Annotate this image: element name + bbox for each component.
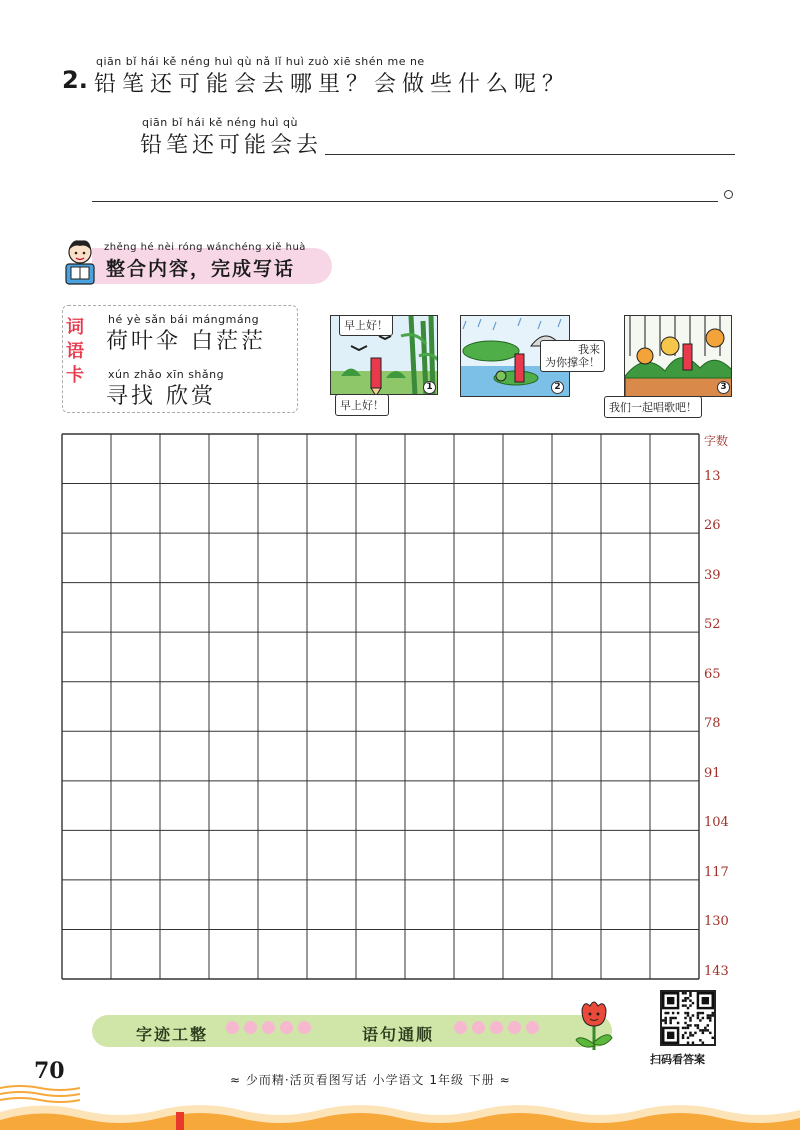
- eval-item-handwriting: 字迹工整: [136, 1025, 209, 1044]
- word-count-marker: 143: [704, 964, 729, 979]
- qr-module: [682, 999, 684, 1001]
- qr-module: [689, 1032, 691, 1034]
- qr-label: 扫码看答案: [650, 1053, 705, 1066]
- qr-module: [707, 1014, 709, 1016]
- qr-module: [689, 994, 691, 996]
- picture-3-bubble: 我们一起唱歌吧！: [604, 396, 702, 418]
- card-tab-char-1: 词: [66, 317, 84, 338]
- footer-wave-decoration: [0, 1082, 800, 1130]
- qr-module: [702, 1017, 704, 1019]
- qr-module: [697, 1012, 699, 1014]
- word-row1: 荷叶伞 白茫茫: [106, 329, 266, 354]
- qr-module: [667, 1032, 674, 1039]
- qr-module: [677, 1012, 679, 1014]
- rating-flower-8[interactable]: [490, 1021, 503, 1034]
- qr-module: [687, 1012, 689, 1014]
- answer-prefix: 铅笔还可能会去: [140, 133, 323, 158]
- qr-module: [687, 1007, 689, 1009]
- word-count-marker: 117: [704, 864, 729, 880]
- footer-book-title: ≈ 少而精·活页看图写话 小学语文 1年级 下册 ≈: [230, 1073, 511, 1087]
- qr-module: [692, 1014, 694, 1016]
- qr-module: [682, 1037, 684, 1039]
- qr-module: [664, 1019, 666, 1021]
- flower-pot-scene-icon: [625, 316, 732, 397]
- qr-module: [699, 1029, 701, 1031]
- picture-2-number: 2: [551, 381, 564, 394]
- picture-2-bubble-line2: 为你撑伞！: [545, 356, 600, 369]
- qr-module: [697, 1014, 699, 1016]
- qr-module: [689, 999, 691, 1001]
- qr-module: [692, 1034, 694, 1036]
- qr-module: [702, 1012, 704, 1014]
- qr-module: [682, 992, 684, 994]
- rating-flower-10[interactable]: [526, 1021, 539, 1034]
- qr-module: [702, 1042, 704, 1044]
- qr-module: [702, 1029, 704, 1031]
- word-count-marker: 78: [704, 716, 721, 732]
- qr-module: [664, 1022, 666, 1024]
- qr-module: [684, 999, 686, 1001]
- qr-module: [692, 1042, 694, 1044]
- word-count-marker: 65: [704, 666, 721, 682]
- qr-module: [687, 1014, 689, 1016]
- qr-module: [689, 1017, 691, 1019]
- word-count-marker: 130: [704, 914, 729, 930]
- qr-module: [684, 1022, 686, 1024]
- rating-flower-3[interactable]: [262, 1021, 275, 1034]
- word-count-marker: 91: [704, 765, 721, 781]
- qr-module: [684, 1012, 686, 1014]
- rating-flower-2[interactable]: [244, 1021, 257, 1034]
- page-edge-tab: [176, 1112, 184, 1130]
- qr-module: [702, 997, 709, 1004]
- qr-module: [707, 1024, 709, 1026]
- rating-flower-6[interactable]: [454, 1021, 467, 1034]
- word-row2-pinyin: xún zhǎo xīn shǎng: [108, 368, 225, 381]
- qr-module: [712, 1014, 714, 1016]
- word-count-label: 字数: [704, 434, 729, 448]
- picture-3-number: 3: [717, 381, 730, 394]
- eval-item-fluency: 语句通顺: [362, 1025, 435, 1044]
- answer-pinyin: qiān bǐ hái kě néng huì qù: [142, 116, 298, 129]
- page-number: 70: [34, 1058, 65, 1084]
- answer-line-1[interactable]: [325, 154, 735, 155]
- tulip-mascot-icon: [572, 1000, 616, 1052]
- card-tab-char-2: 语: [66, 341, 84, 362]
- question-number: 2.: [62, 66, 88, 94]
- qr-module: [669, 1019, 671, 1021]
- qr-module: [687, 1027, 689, 1029]
- word-row2: 寻找 欣赏: [106, 384, 216, 409]
- qr-module: [697, 1017, 699, 1019]
- qr-module: [682, 1034, 684, 1036]
- qr-module: [684, 1017, 686, 1019]
- qr-module: [712, 1037, 714, 1039]
- qr-module: [697, 1024, 699, 1026]
- period-mark: [724, 190, 733, 199]
- qr-module: [669, 1022, 671, 1024]
- qr-module: [687, 1037, 689, 1039]
- qr-module: [689, 1019, 691, 1021]
- qr-module: [677, 1022, 679, 1024]
- qr-module: [667, 1012, 669, 1014]
- qr-module: [699, 1012, 701, 1014]
- picture-3: [624, 315, 732, 397]
- qr-module: [672, 1017, 674, 1019]
- qr-module: [689, 1004, 691, 1006]
- qr-module: [689, 1024, 691, 1026]
- question-pinyin: qiān bǐ hái kě néng huì qù nǎ lǐ huì zuò xiē shén me ne: [96, 55, 425, 68]
- picture-1: [330, 315, 438, 395]
- rating-flower-1[interactable]: [226, 1021, 239, 1034]
- writing-grid[interactable]: [61, 433, 701, 981]
- word-count-marker: 39: [704, 567, 721, 583]
- qr-module: [689, 992, 691, 994]
- picture-1-bubble-bottom: 早上好！: [335, 394, 389, 416]
- rating-flower-4[interactable]: [280, 1021, 293, 1034]
- qr-module: [692, 1002, 694, 1004]
- qr-module: [672, 1012, 674, 1014]
- qr-module: [684, 997, 686, 999]
- qr-module: [687, 1042, 689, 1044]
- qr-module: [684, 1032, 686, 1034]
- qr-module: [694, 1024, 696, 1026]
- rating-flower-7[interactable]: [472, 1021, 485, 1034]
- qr-module: [709, 1017, 711, 1019]
- qr-module: [674, 1017, 676, 1019]
- qr-module: [682, 1027, 684, 1029]
- qr-module: [704, 1029, 706, 1031]
- qr-module: [707, 1029, 709, 1031]
- qr-module: [682, 1004, 684, 1006]
- qr-module: [699, 1019, 701, 1021]
- word-row1-pinyin: hé yè sǎn bái mángmáng: [108, 313, 260, 326]
- qr-module: [709, 1032, 711, 1034]
- qr-module: [687, 997, 689, 999]
- section-pinyin: zhěng hé nèi róng wánchéng xiě huà: [104, 242, 306, 253]
- qr-module: [684, 1004, 686, 1006]
- card-tab-char-3: 卡: [66, 365, 84, 386]
- answer-line-2[interactable]: [92, 201, 718, 202]
- qr-module: [707, 1017, 709, 1019]
- qr-module: [662, 1019, 664, 1021]
- qr-module: [709, 1019, 711, 1021]
- qr-module: [702, 1032, 704, 1034]
- section-title: 整合内容，完成写话: [106, 258, 296, 280]
- picture-1-number: 1: [423, 381, 436, 394]
- qr-module: [699, 1039, 701, 1041]
- qr-module: [664, 1012, 666, 1014]
- qr-module: [689, 1034, 691, 1036]
- word-count-marker: 104: [704, 815, 729, 831]
- qr-module: [669, 1017, 671, 1019]
- qr-code-icon[interactable]: [660, 990, 716, 1046]
- word-count-marker: 26: [704, 518, 721, 534]
- picture-1-bubble-top: 早上好！: [339, 315, 393, 336]
- word-count-marker: 13: [704, 468, 721, 484]
- picture-2-bubble-line1: 我来: [578, 343, 600, 356]
- qr-module: [704, 1027, 706, 1029]
- qr-module: [667, 997, 674, 1004]
- question-text: 铅笔还可能会去哪里？会做些什么呢？: [94, 72, 571, 97]
- reading-kid-icon: [62, 238, 98, 286]
- qr-module: [684, 1027, 686, 1029]
- qr-module: [694, 1032, 696, 1034]
- qr-module: [664, 1017, 666, 1019]
- rating-flower-5[interactable]: [298, 1021, 311, 1034]
- qr-module: [684, 992, 686, 994]
- qr-module: [709, 1014, 711, 1016]
- qr-module: [687, 1024, 689, 1026]
- qr-module: [697, 1027, 699, 1029]
- qr-module: [712, 1012, 714, 1014]
- picture-2-bubble: [540, 340, 605, 372]
- word-count-marker: 52: [704, 617, 721, 633]
- rating-flower-9[interactable]: [508, 1021, 521, 1034]
